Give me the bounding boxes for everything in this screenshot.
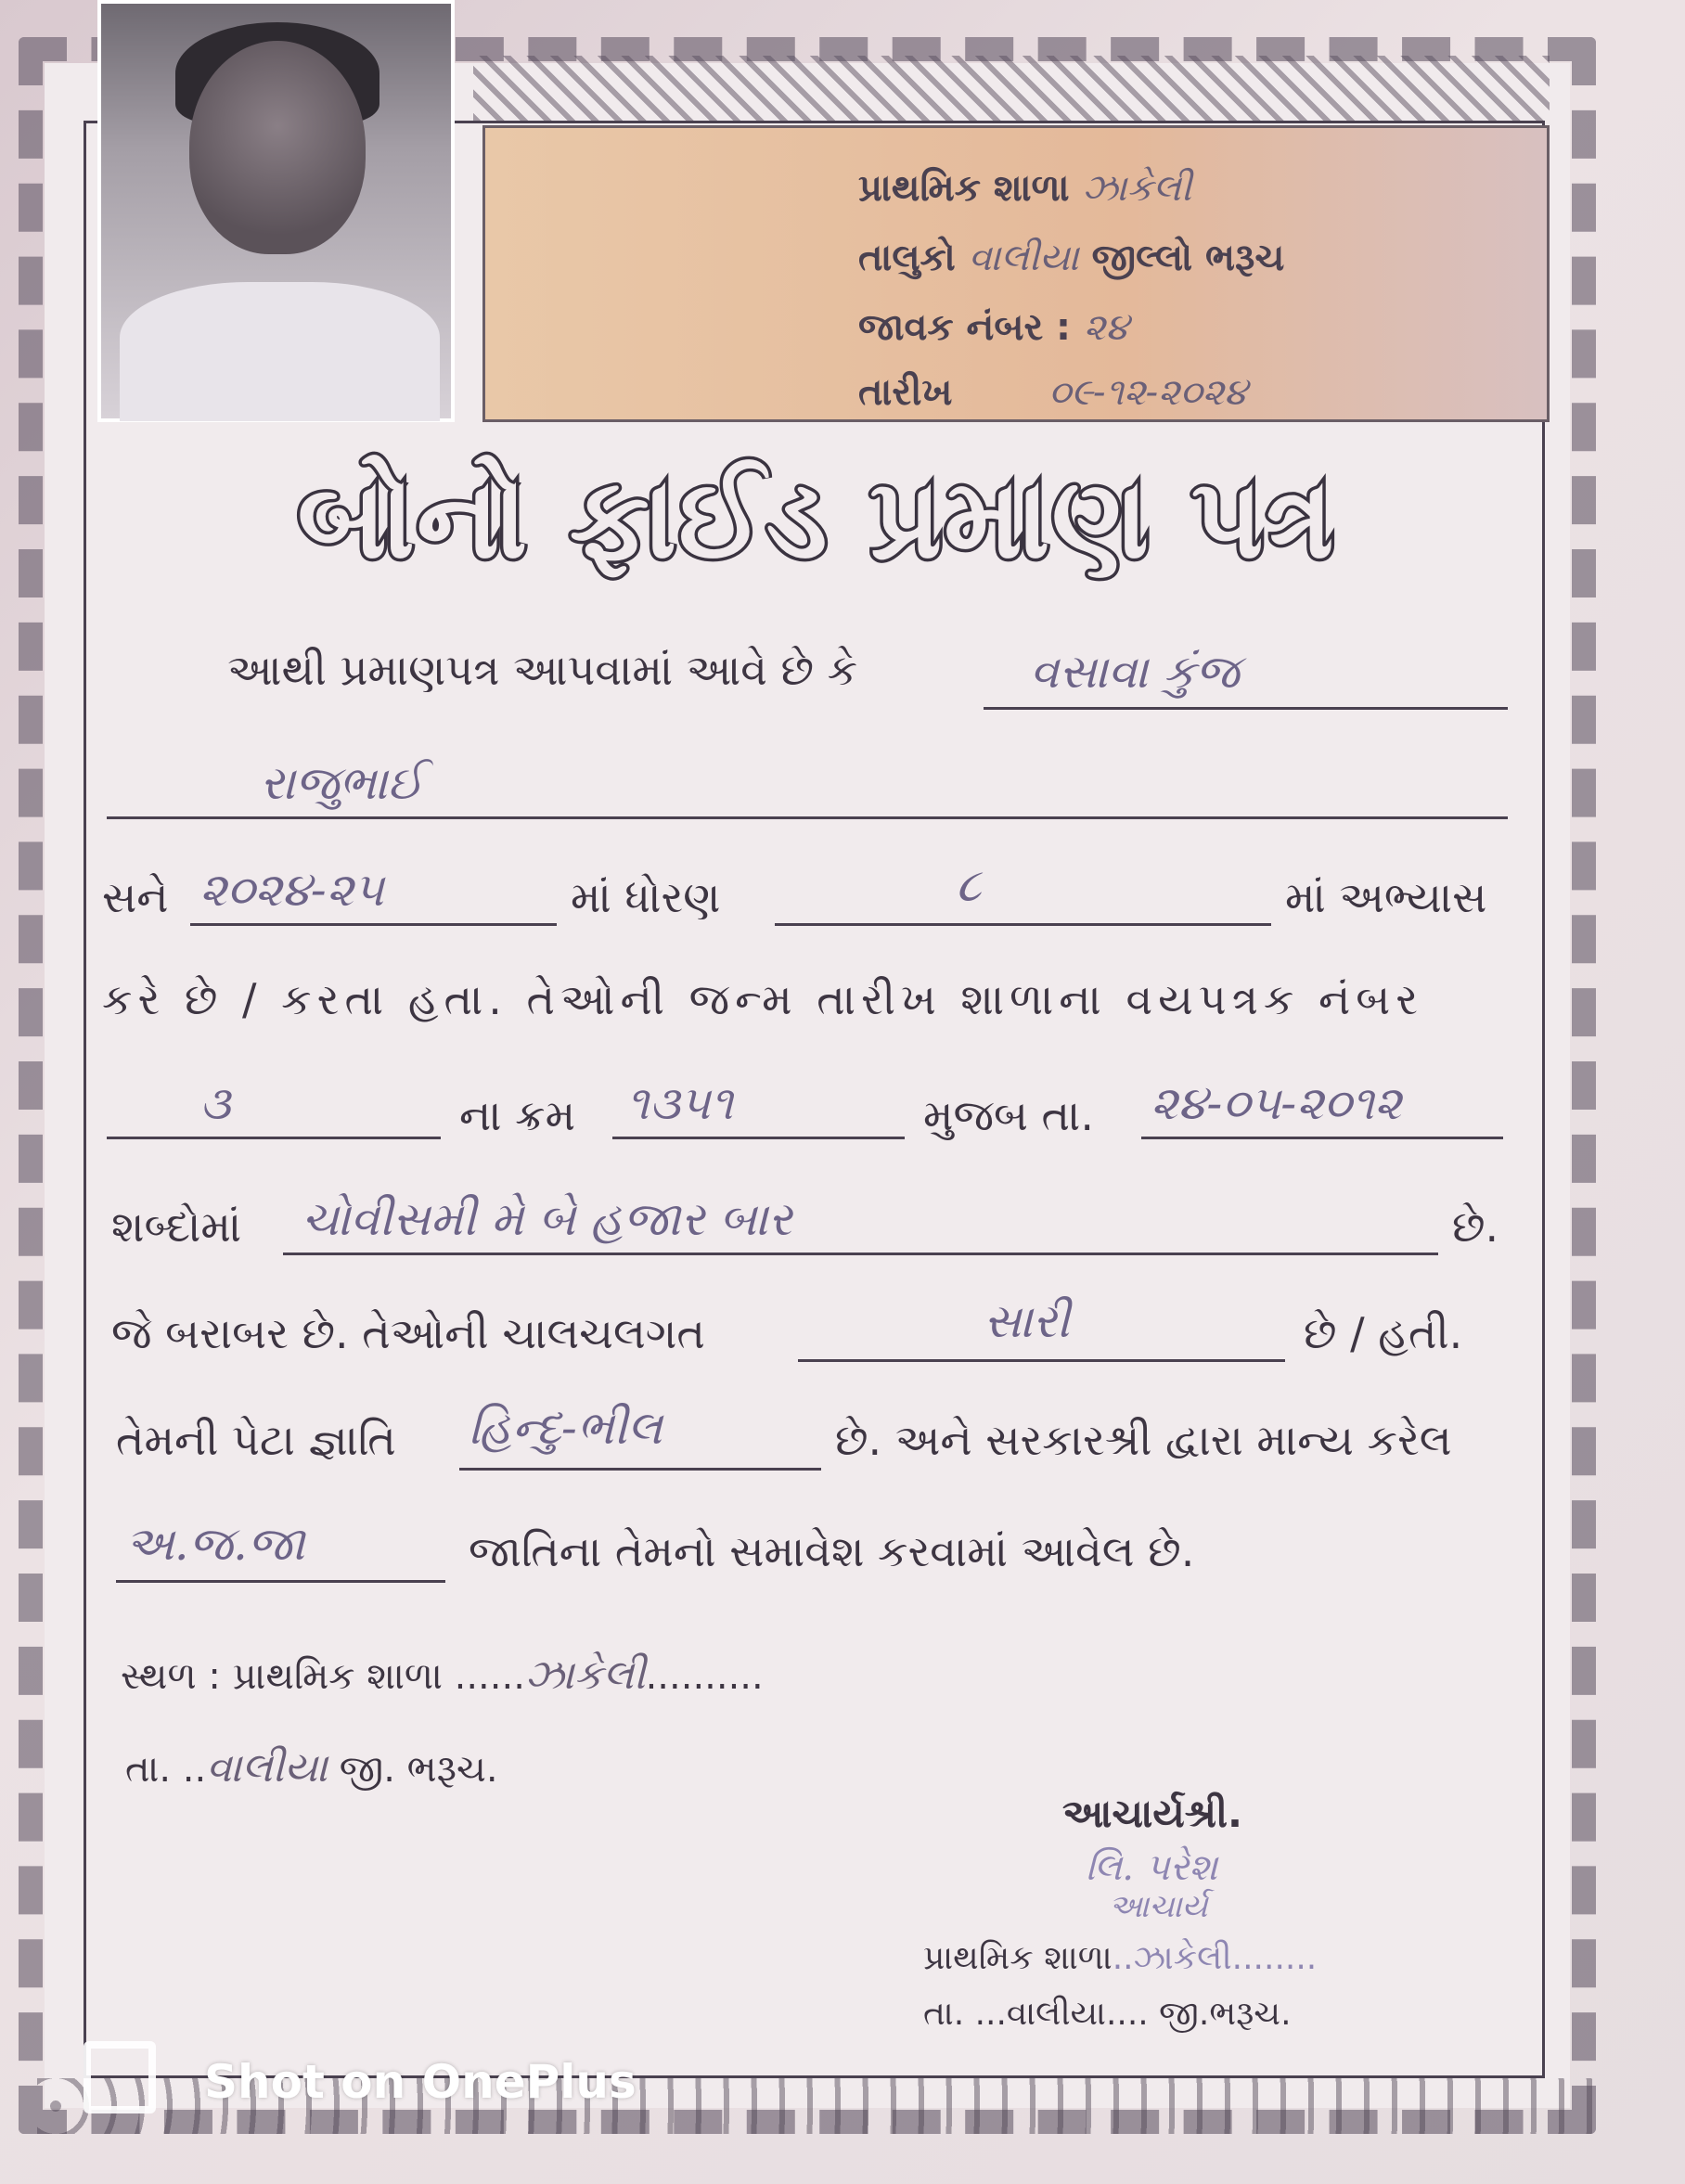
camera-watermark: Shot on OnePlus (204, 2055, 637, 2109)
outward-value: ૨૪ (1084, 306, 1129, 349)
std-value: ૮ (956, 858, 982, 912)
words-label: શબ્દોમાં (111, 1201, 242, 1252)
subcaste-underline (459, 1468, 821, 1471)
footer-taluka-prefix: તા. .. (125, 1748, 207, 1791)
words-value: ચોવીસમી મે બે હજાર બાર (302, 1192, 792, 1246)
serial-value: ૧૩૫૧ (626, 1076, 734, 1130)
place-value: ઝાકેલી (524, 1651, 646, 1699)
footer-taluka-value: વાલીયા (206, 1744, 328, 1792)
date-value: ૦૯-૧૨-૨૦૨૪ (1048, 371, 1247, 414)
name-underline-2 (107, 816, 1508, 819)
school-line (858, 167, 1191, 210)
district-label: જીલ્લો ભરૂચ (1091, 237, 1285, 279)
date-label: તારીખ (858, 371, 953, 414)
std-label: માં ધોરણ (571, 872, 721, 922)
as-per-date-label: મુજબ તા. (923, 1090, 1094, 1140)
studying-text: માં અભ્યાસ (1285, 872, 1487, 922)
category-end: જાતિના તેમનો સમાવેશ કરવામાં આવેલ છે. (469, 1526, 1195, 1576)
place-line: સ્થળ : પ્રાથમિક શાળા ......ઝાકેલી.......... (121, 1651, 764, 1699)
birthdate-sentence: કરે છે / કરતા હતા. તેઓની જન્મ તારીખ શાળાના વયપત્રક નંબર (102, 974, 1424, 1024)
stamp-line-2: તા. ...વાલીયા.... જી.ભરૂચ. (923, 1995, 1292, 2033)
date-line (858, 371, 1247, 414)
student-name-1: વસાવા કુંજ (1030, 645, 1240, 699)
principal-label: આચાર્યશ્રી. (1062, 1791, 1242, 1836)
serial-label: ના ક્રમ (459, 1090, 576, 1140)
camera-watermark-icon (84, 2041, 156, 2113)
register-no: ૩ (199, 1076, 231, 1130)
stamp-school-value: ..ઝાકેલી........ (1112, 1939, 1318, 1977)
student-name-2: રાજુભાઈ (260, 756, 424, 810)
subcaste-label: તેમની પેટા જ્ઞાતિ (116, 1415, 396, 1465)
conduct-underline (798, 1359, 1285, 1362)
subcaste-value: હિન્દુ-ભીલ (469, 1401, 662, 1455)
certificate-title: બોનો ફાઈડ પ્રમાણ પત્ર (297, 455, 1336, 584)
footer-district: જી. ભરૂચ. (339, 1748, 498, 1791)
subcaste-end: છે. અને સરકારશ્રી દ્વારા માન્ય કરેલ (835, 1415, 1452, 1465)
stamp-school-label: પ્રાથમિક શાળા (923, 1939, 1113, 1977)
stamp-line-1 (923, 1939, 1317, 1978)
category-underline (116, 1580, 445, 1583)
taluka-line (858, 237, 1284, 279)
outward-label: જાવક નંબર : (858, 306, 1072, 349)
conduct-sentence: જે બરાબર છે. તેઓની ચાલચલગત (111, 1308, 705, 1358)
student-photo (97, 0, 455, 422)
birthdate-underline (1141, 1137, 1503, 1139)
category-value: અ.જ.જા (125, 1517, 305, 1571)
taluka-label: તાલુકો (858, 237, 956, 279)
year-label: સને (102, 872, 169, 922)
std-underline (775, 923, 1271, 926)
school-label: પ્રાથમિક શાળા (858, 167, 1070, 210)
name-underline-1 (984, 707, 1508, 710)
photo-face (189, 41, 366, 254)
photo-shirt (120, 282, 440, 421)
decorative-top-band (473, 56, 1550, 121)
is-text: છે. (1452, 1201, 1499, 1252)
place-label: સ્થળ : પ્રાથમિક શાળા ...... (121, 1655, 525, 1698)
intro-text: આથી પ્રમાણપત્ર આપવામાં આવે છે કે (227, 645, 858, 695)
principal-signature: લિ. પરેશ (1086, 1846, 1218, 1889)
conduct-end: છે / હતી. (1304, 1308, 1463, 1358)
year-underline (190, 923, 557, 926)
footer-taluka-line (125, 1744, 498, 1792)
birth-date: ૨૪-૦૫-૨૦૧૨ (1151, 1076, 1402, 1130)
serial-underline (612, 1137, 905, 1139)
outward-line (858, 306, 1128, 349)
principal-role: આચાર્ય (1109, 1888, 1208, 1925)
words-underline (283, 1253, 1438, 1255)
register-underline (107, 1137, 441, 1139)
school-value: ઝાકેલી (1082, 167, 1192, 210)
conduct-value: સારી (984, 1294, 1070, 1348)
year-value: ૨૦૨૪-૨૫ (199, 863, 384, 917)
taluka-value: વાલીયા (968, 237, 1079, 279)
